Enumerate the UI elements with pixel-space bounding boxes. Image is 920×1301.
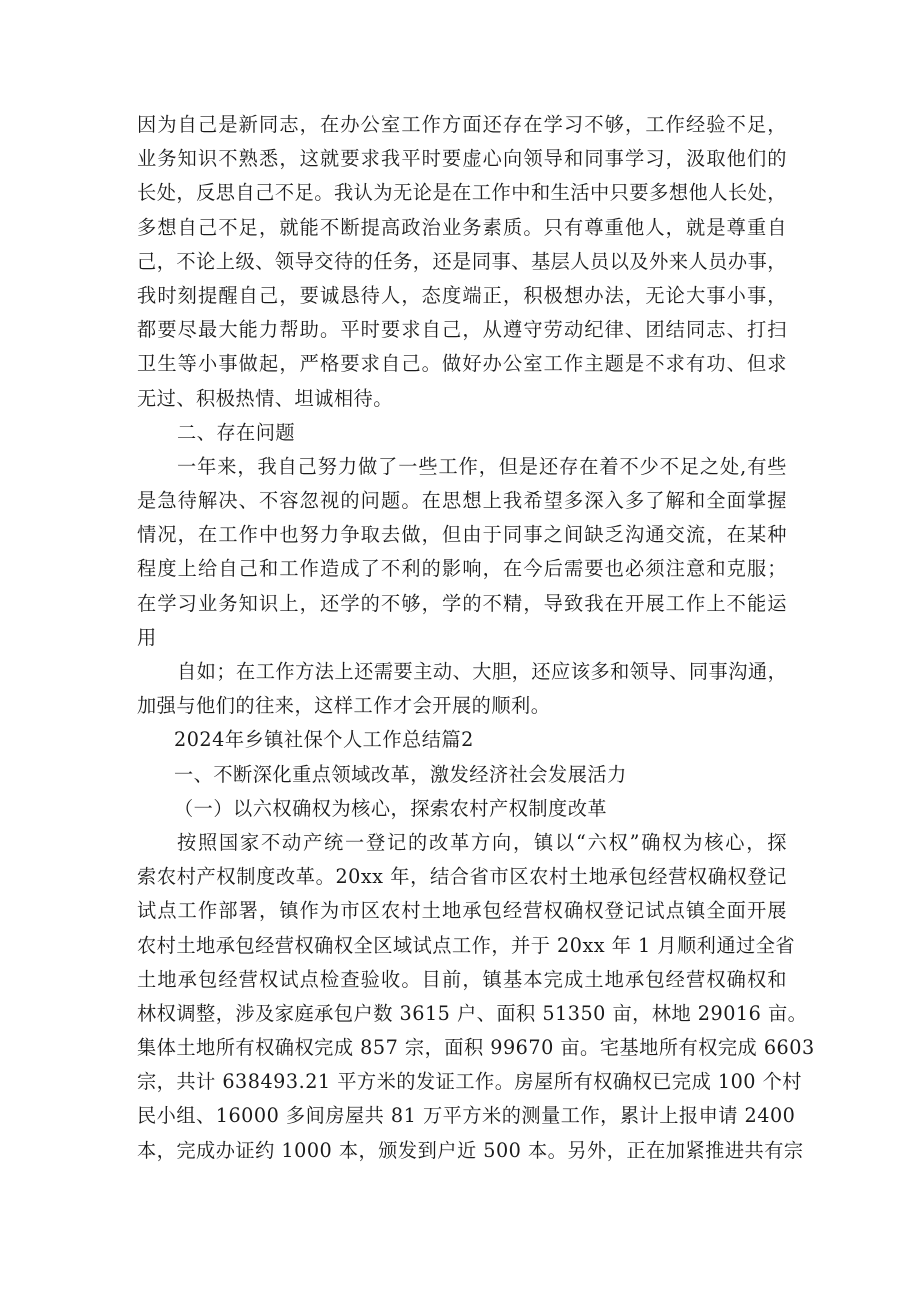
section-heading-problems xyxy=(137,416,787,450)
paragraph-work-methods xyxy=(137,655,787,723)
text-line: 程度上给自己和工作造成了不利的影响，在今后需要也必须注意和克服； xyxy=(137,557,787,581)
paragraph-property-rights xyxy=(137,826,815,1168)
text-line: 都要尽最大能力帮助。平时要求自己，从遵守劳动纪律、团结同志、打扫 xyxy=(137,318,787,342)
text-line: 林权调整，涉及家庭承包户数 3615 户、面积 51350 亩，林地 29016 亩。 xyxy=(137,1001,808,1025)
subheading-text: （一）以六权确权为核心，探索农村产权制度改革 xyxy=(174,796,608,820)
text-line: 在学习业务知识上，还学的不够，学的不精，导致我在开展工作上不能运 xyxy=(137,591,787,615)
text-line: 加强与他们的往来，这样工作才会开展的顺利。 xyxy=(137,694,551,718)
text-line: 试点工作部署，镇作为市区农村土地承包经营权确权登记试点镇全面开展 xyxy=(137,899,787,923)
text-line: 我时刻提醒自己，要诚恳待人，态度端正，积极想办法，无论大事小事， xyxy=(137,283,787,307)
title-text: 2024年乡镇社保个人工作总结篇2 xyxy=(174,728,474,752)
paragraph-problems xyxy=(137,450,787,655)
text-line: 多想自己不足，就能不断提高政治业务素质。只有尊重他人，就是尊重自 xyxy=(137,215,787,239)
text-line: 索农村产权制度改革。20xx 年，结合省市区农村土地承包经营权确权登记 xyxy=(137,865,787,889)
text-line: 情况，在工作中也努力争取去做，但由于同事之间缺乏沟通交流，在某种 xyxy=(137,523,787,547)
paragraph-self-reflection xyxy=(137,108,787,416)
text-line: 业务知识不熟悉，这就要求我平时要虚心向领导和同事学习，汲取他们的 xyxy=(137,147,787,171)
text-line: 集体土地所有权确权完成 857 宗，面积 99670 亩。宅基地所有权完成 6603 xyxy=(137,1036,815,1060)
text-line: 民小组、16000 多间房屋共 81 万平方米的测量工作，累计上报申请 2400 xyxy=(137,1104,796,1128)
text-line: 无过、积极热情、坦诚相待。 xyxy=(137,386,393,410)
text-line: 己，不论上级、领导交待的任务，还是同事、基层人员以及外来人员办事， xyxy=(137,249,787,273)
section-heading-reform xyxy=(137,758,787,792)
text-line: 土地承包经营权试点检查验收。目前，镇基本完成土地承包经营权确权和 xyxy=(137,967,787,991)
heading-text: 二、存在问题 xyxy=(177,420,296,444)
text-line: 本，完成办证约 1000 本，颁发到户近 500 本。另外，正在加紧推进共有宗 xyxy=(137,1138,804,1162)
text-line: 一年来，我自己努力做了一些工作，但是还存在着不少不足之处,有些 xyxy=(177,454,787,478)
text-line: 卫生等小事做起，严格要求自己。做好办公室工作主题是不求有功、但求 xyxy=(137,352,787,376)
text-line: 自如；在工作方法上还需要主动、大胆，还应该多和领导、同事沟通， xyxy=(177,660,788,683)
text-line: 因为自己是新同志，在办公室工作方面还存在学习不够，工作经验不足， xyxy=(137,113,787,136)
text-line: 宗，共计 638493.21 平方米的发证工作。房屋所有权确权已完成 100 个村 xyxy=(137,1070,802,1094)
text-line: 农村土地承包经营权确权全区域试点工作，并于 20xx 年 1 月顺利通过全省 xyxy=(137,933,796,957)
article-title xyxy=(137,723,787,757)
text-line: 长处，反思自己不足。我认为无论是在工作中和生活中只要多想他人长处， xyxy=(137,181,787,205)
heading-text: 一、不断深化重点领域改革，激发经济社会发展活力 xyxy=(174,762,627,786)
text-line: 用 xyxy=(137,625,157,649)
text-line: 是急待解决、不容忽视的问题。在思想上我希望多深入多了解和全面掌握 xyxy=(137,489,787,513)
document-page xyxy=(137,108,815,1168)
text-line: 按照国家不动产统一登记的改革方向，镇以“六权”确权为核心，探 xyxy=(177,830,787,854)
subsection-heading-property-rights xyxy=(137,792,787,826)
